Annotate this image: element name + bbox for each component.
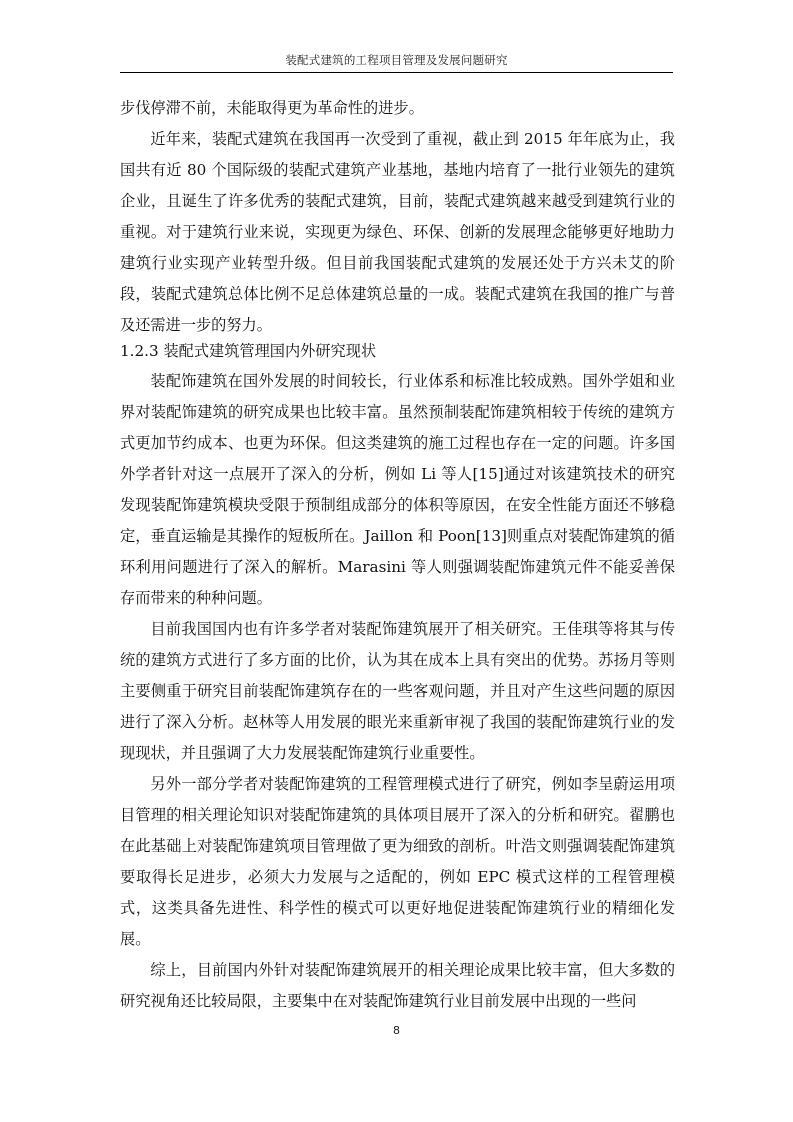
paragraph-summary: 综上，目前国内外针对装配饰建筑展开的相关理论成果比较丰富，但大多数的研究视角还比较局限，主要集中在对装配饰建筑行业目前发展中出现的一些问 xyxy=(120,961,675,1010)
paragraph-management-research: 另外一部分学者对装配饰建筑的工程管理模式进行了研究，例如李呈蔚运用项目管理的相关理论知识对装配饰建筑的具体项目展开了深入的分析和研究。翟鹏也在此基础上对装配饰建筑项目管理做了更为细致的剖析。叶浩文则强调装配饰建筑要取得长足进步，必须大力发展与之适配的，例如 EPC 模式这样的工程管理模式，这类具备先进性、科学性的模式可以更好地促进装配饰建筑行业的精细化发展。 xyxy=(120,775,675,948)
paragraph-domestic-research: 目前我国国内也有许多学者对装配饰建筑展开了相关研究。王佳琪等将其与传统的建筑方式进行了多方面的比价，认为其在成本上具有突出的优势。苏扬月等则主要侧重于研究目前装配饰建筑存在的一些客观问题，并且对产生这些问题的原因进行了深入分析。赵林等人用发展的眼光来重新审视了我国的装配饰建筑行业的发现现状，并且强调了大力发展装配饰建筑行业重要性。 xyxy=(120,620,675,762)
page-number: 8 xyxy=(393,1024,400,1037)
paragraph-foreign-research: 装配饰建筑在国外发展的时间较长，行业体系和标准比较成熟。国外学姐和业界对装配饰建筑的研究成果也比较丰富。虽然预制装配饰建筑相较于传统的建筑方式更加节约成本、也更为环保。但这类建筑的施工过程也存在一定的问题。许多国外学者针对这一点展开了深入的分析，例如 Li 等人[15]通过对该建筑技术的研究发现装配饰建筑模块受限于预制组成部分的体积等原因，在安全性能方面还不够稳定，垂直运输是其操作的短板所在。Jaillon 和 Poon[13]则重点对装配饰建筑的循环利用问题进行了深入的解析。Marasini 等人则强调装配饰建筑元件不能妥善保存而带来的种种问题。 xyxy=(120,372,675,607)
header-divider xyxy=(120,72,673,73)
running-header: 装配式建筑的工程项目管理及发展问题研究 xyxy=(285,53,508,67)
paragraph-continuation: 步伐停滞不前，未能取得更为革命性的进步。 xyxy=(120,99,424,117)
paragraph-prefab-revival: 近年来，装配式建筑在我国再一次受到了重视，截止到 2015 年年底为止，我国共有近 80 个国际级的装配式建筑产业基地，基地内培育了一批行业领先的建筑企业，且诞生了许多优秀的装配式建筑，目前，装配式建筑越来越受到建筑行业的重视。对于建筑行业来说，实现更为绿色、环保、创新的发展理念能够更好地助力建筑行业实现产业转型升级。但目前我国装配式建筑的发展还处于方兴未艾的阶段，装配式建筑总体比例不足总体建筑总量的一成。装配式建筑在我国的推广与普及还需进一步的努力。 xyxy=(120,130,675,334)
section-heading: 1.2.3 装配式建筑管理国内外研究现状 xyxy=(120,342,377,360)
page-body xyxy=(120,93,675,1017)
